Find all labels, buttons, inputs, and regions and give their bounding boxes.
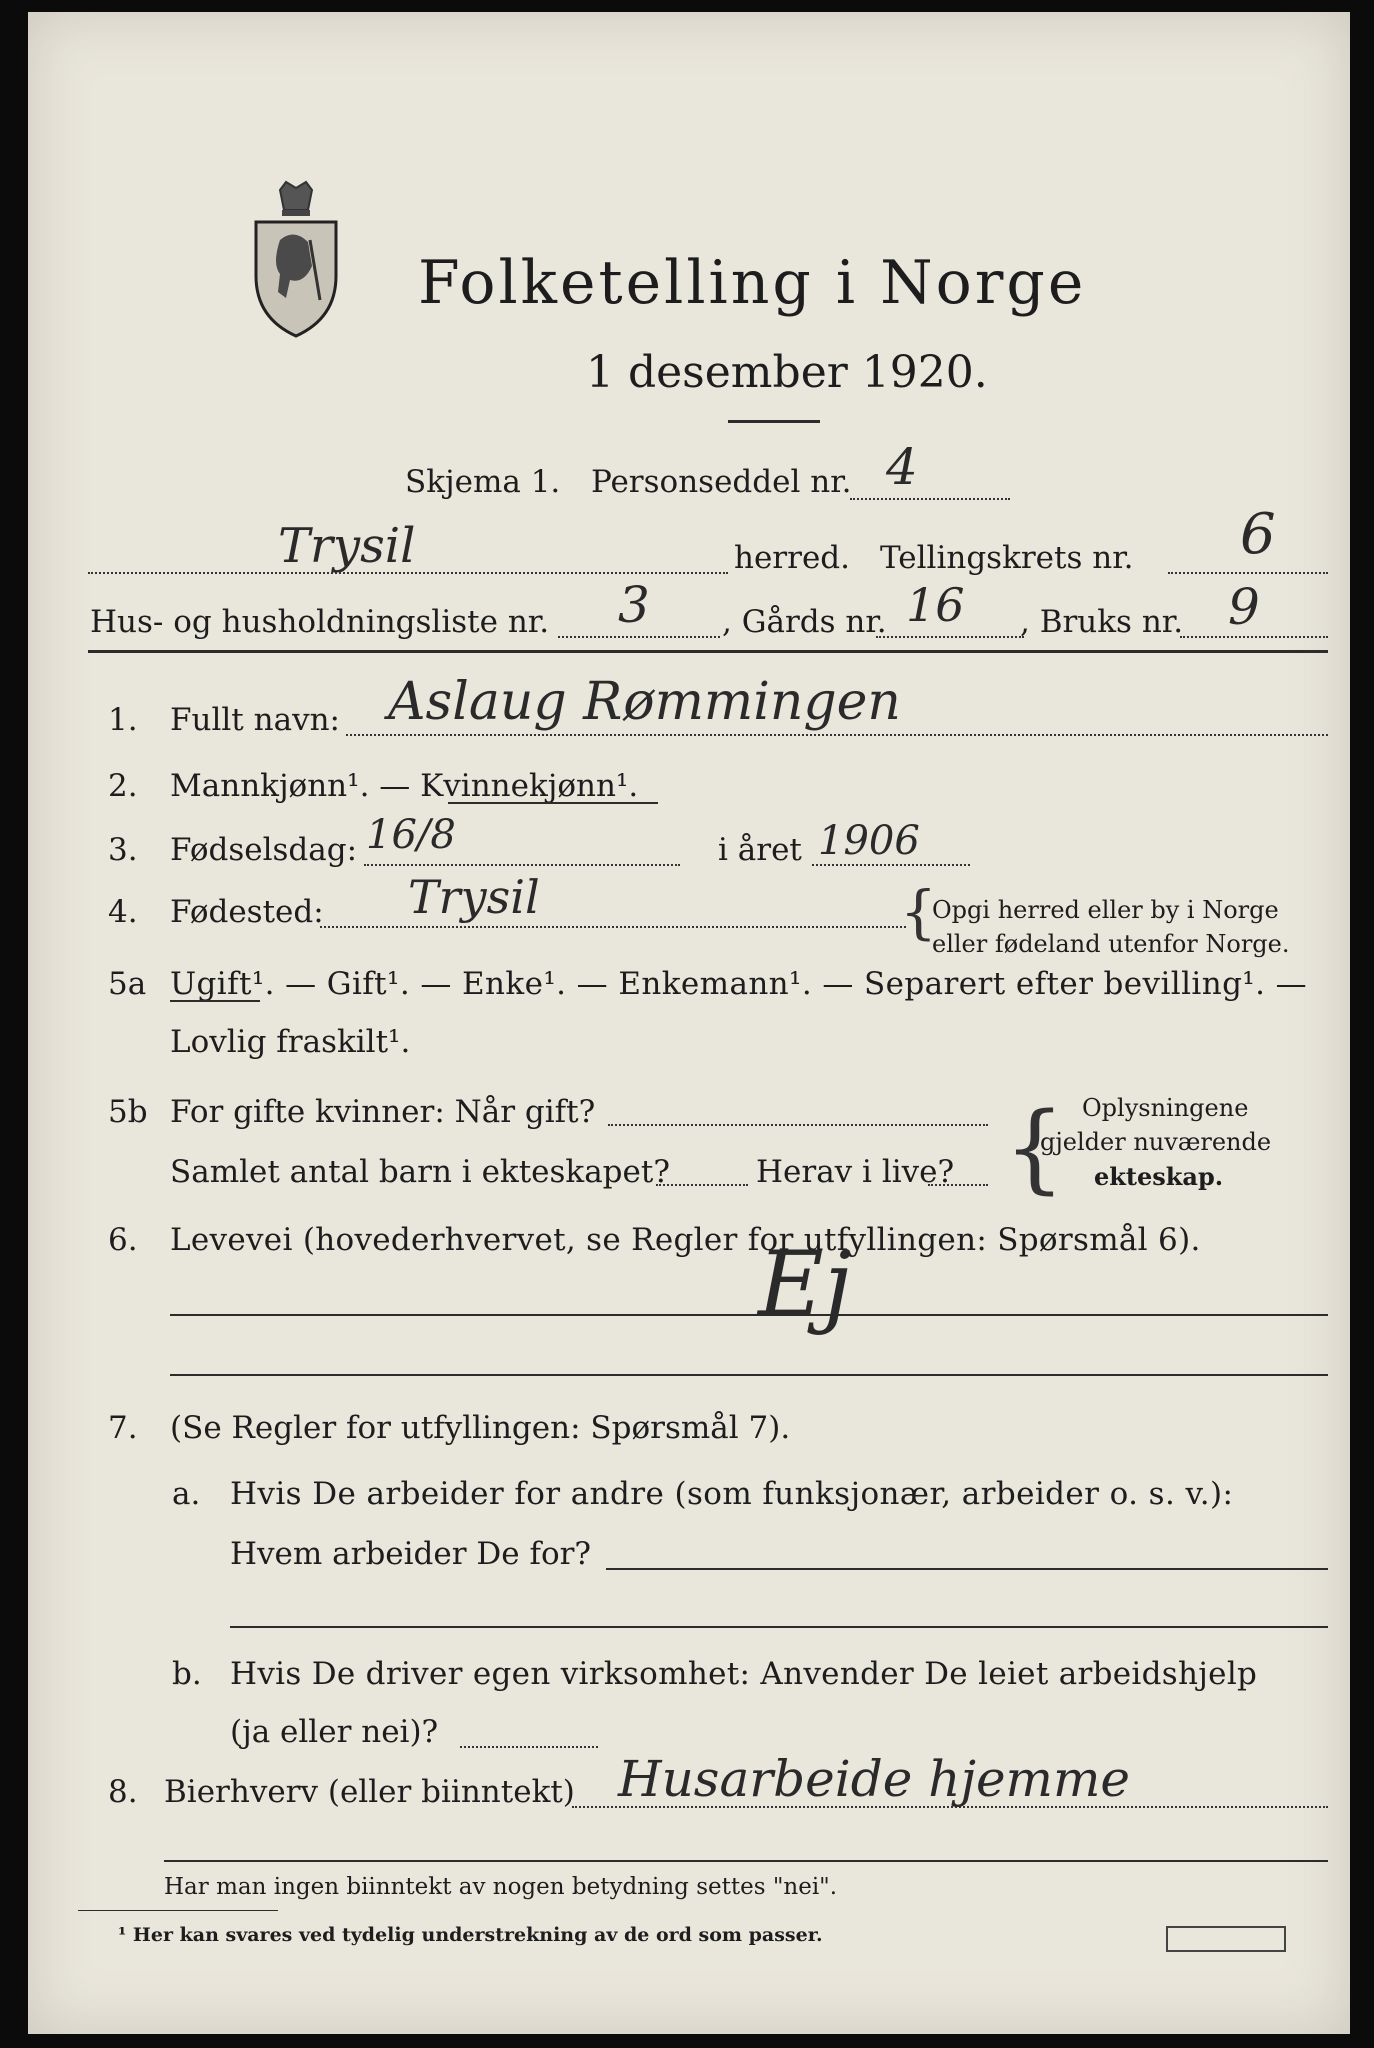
q5a-line2: Lovlig fraskilt¹. — [170, 1024, 411, 1060]
personseddel-value: 4 — [886, 438, 918, 496]
q3-label: Fødselsdag: — [170, 832, 358, 868]
footer-note: Har man ingen biinntekt av nogen betydning settes "nei". — [164, 1874, 838, 1900]
herred-label: herred. — [734, 540, 850, 576]
q5b-line2b: Herav i live? — [756, 1154, 955, 1190]
herred-value: Trysil — [278, 518, 416, 574]
q5a-num: 5a — [108, 966, 147, 1002]
q5b-num: 5b — [108, 1094, 148, 1130]
q1-num: 1. — [108, 702, 138, 738]
q7b-num: b. — [172, 1656, 202, 1692]
q7a-line1: Hvis De arbeider for andre (som funksjonær, arbeider o. s. v.): — [230, 1476, 1234, 1512]
q5a-line1: Ugift¹. — Gift¹. — Enke¹. — Enkemann¹. — Separert efter bevilling¹. — — [170, 966, 1308, 1002]
q5b-note2: gjelder nuværende — [1040, 1128, 1272, 1156]
q4-label: Fødested: — [170, 894, 324, 930]
q7a-answer-line — [606, 1568, 1328, 1570]
q7a-line2: Hvem arbeider De for? — [230, 1536, 592, 1572]
q2-underline — [448, 802, 658, 804]
q5b-note1: Oplysningene — [1082, 1094, 1249, 1122]
q1-value: Aslaug Rømmingen — [388, 672, 901, 732]
footnote-rule — [78, 1910, 278, 1911]
coat-of-arms-icon — [250, 180, 342, 342]
gards-value: 16 — [906, 578, 965, 632]
title-rule — [728, 420, 820, 423]
q7-label: (Se Regler for utfyllingen: Spørsmål 7). — [170, 1410, 791, 1446]
hus-value: 3 — [618, 576, 650, 634]
q4-value: Trysil — [408, 870, 540, 924]
q7b-line1: Hvis De driver egen virksomhet: Anvender De leiet arbeidshjelp — [230, 1656, 1258, 1692]
q8-value: Husarbeide hjemme — [618, 1750, 1130, 1808]
q7b-line2: (ja eller nei)? — [230, 1714, 439, 1750]
q8-num: 8. — [108, 1774, 138, 1810]
gards-label: , Gårds nr. — [722, 604, 887, 640]
q5b-brace: { — [1004, 1092, 1066, 1204]
q3-year-label: i året — [718, 832, 802, 868]
q1-label: Fullt navn: — [170, 702, 340, 738]
form-date: 1 desember 1920. — [586, 347, 988, 398]
q5b-line1: For gifte kvinner: Når gift? — [170, 1094, 596, 1130]
q6-line1 — [170, 1314, 1328, 1316]
q5a-underline — [170, 1000, 260, 1002]
q3-num: 3. — [108, 832, 138, 868]
q7-num: 7. — [108, 1410, 138, 1446]
q5b-note3: ekteskap. — [1094, 1162, 1224, 1191]
q2-label: Mannkjønn¹. — Kvinnekjønn¹. — [170, 768, 639, 804]
personseddel-label: Personseddel nr. — [591, 464, 852, 500]
q5b-line2a: Samlet antal barn i ekteskapet? — [170, 1154, 670, 1190]
bruks-label: , Bruks nr. — [1020, 604, 1184, 640]
q6-label: Levevei (hovederhvervet, se Regler for utfyllingen: Spørsmål 6). — [170, 1222, 1201, 1258]
q4-note-line2: eller fødeland utenfor Norge. — [932, 930, 1290, 958]
tellingskrets-value: 6 — [1240, 502, 1276, 567]
form-title: Folketelling i Norge — [418, 248, 1087, 318]
tellingskrets-label: Tellingskrets nr. — [880, 540, 1134, 576]
skjema-label: Skjema 1. — [405, 464, 561, 500]
q4-num: 4. — [108, 894, 138, 930]
header-rule — [88, 650, 1328, 653]
footnote: ¹ Her kan svares ved tydelig understrekning av de ord som passer. — [118, 1924, 823, 1946]
q3-value: 16/8 — [366, 812, 456, 858]
q2-num: 2. — [108, 768, 138, 804]
q4-note-line1: Opgi herred eller by i Norge — [932, 896, 1279, 924]
q7a-num: a. — [172, 1476, 201, 1512]
bruks-value: 9 — [1228, 578, 1260, 636]
q8-answer-line2 — [164, 1860, 1328, 1862]
census-form — [28, 12, 1350, 2034]
q7a-answer-line2 — [230, 1626, 1328, 1628]
q6-value: Ej — [758, 1232, 852, 1337]
q8-label: Bierhverv (eller biinntekt) — [164, 1774, 575, 1810]
q4-brace: { — [900, 878, 937, 946]
printer-stamp — [1166, 1926, 1286, 1952]
q6-line2 — [170, 1374, 1328, 1376]
hus-label: Hus- og husholdningsliste nr. — [90, 604, 550, 640]
q6-num: 6. — [108, 1222, 138, 1258]
q3-year-value: 1906 — [818, 818, 920, 864]
